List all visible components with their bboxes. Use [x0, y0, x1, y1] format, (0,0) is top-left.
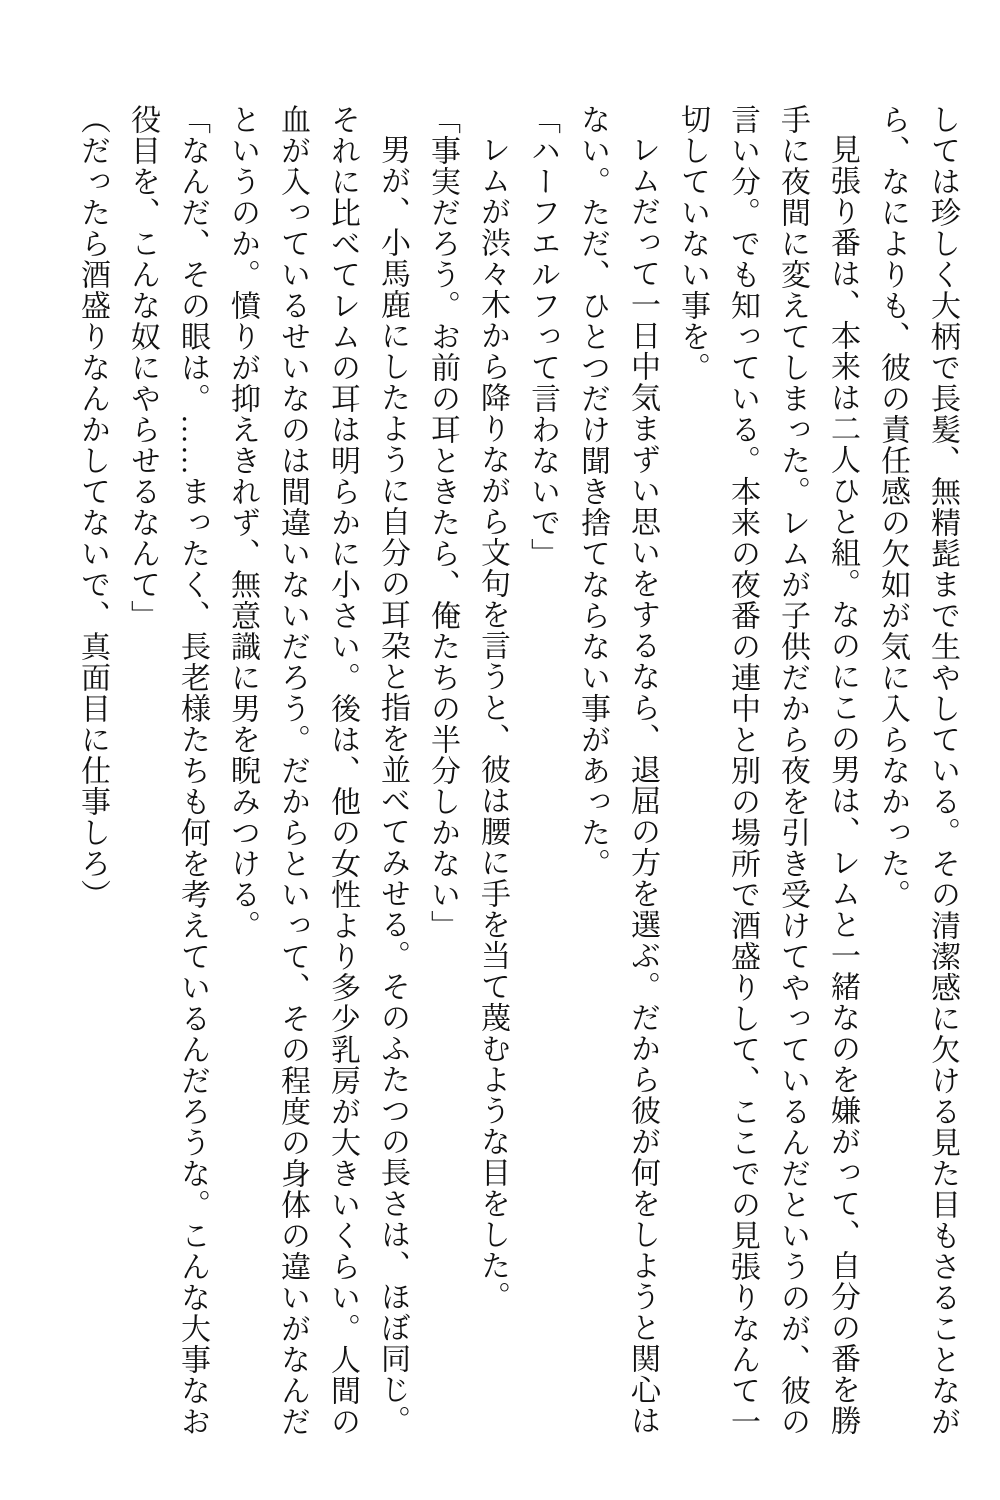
- paragraph: 見張り番は、本来は二人ひと組。なのにこの男は、レムと一緒なのを嫌がって、自分の番を勝手に夜間に変えてしまった。レムが子供だから夜を引き受けてやっているんだというのが、彼の言い分。でも知っている。本来の夜番の連中と別の場所で酒盛りして、ここでの見張りなんて一切していない事を。: [676, 104, 859, 1437]
- paragraph: 男が、小馬鹿にしたように自分の耳朶と指を並べてみせる。そのふたつの長さは、ほぼ同じ。それに比べてレムの耳は明らかに小さい。後は、他の女性より多少乳房が大きいくらい。人間の血が入っているせいなのは間違いないだろう。だからといって、その程度の身体の違いがなんだというのか。憤りが抑えきれず、無意識に男を睨みつける。: [226, 104, 409, 1437]
- paragraph: レムだって一日中気まずい思いをするなら、退屈の方を選ぶ。だから彼が何をしようと関心はない。ただ、ひとつだけ聞き捨てならない事があった。: [576, 104, 659, 1436]
- text-block: [67, 104, 967, 1444]
- paragraph: （だったら酒盛りなんかしてないで、真面目に仕事しろ）: [76, 104, 109, 910]
- paragraph: しては珍しく大柄で長髪、無精髭まで生やしている。その清潔感に欠ける見た目もさることながら、なによりも、彼の責任感の欠如が気に入らなかった。: [876, 104, 959, 1437]
- paragraph: 「ハーフエルフって言わないで」: [526, 104, 559, 569]
- paragraph: 「なんだ、その眼は。……まったく、長老様たちも何を考えているんだろうな。こんな大事なお役目を、こんな奴にやらせるなんて」: [126, 104, 209, 1437]
- paragraph: レムが渋々木から降りながら文句を言うと、彼は腰に手を当て蔑むような目をした。: [476, 134, 509, 1312]
- paragraph: 「事実だろう。お前の耳ときたら、俺たちの半分しかない」: [426, 104, 459, 941]
